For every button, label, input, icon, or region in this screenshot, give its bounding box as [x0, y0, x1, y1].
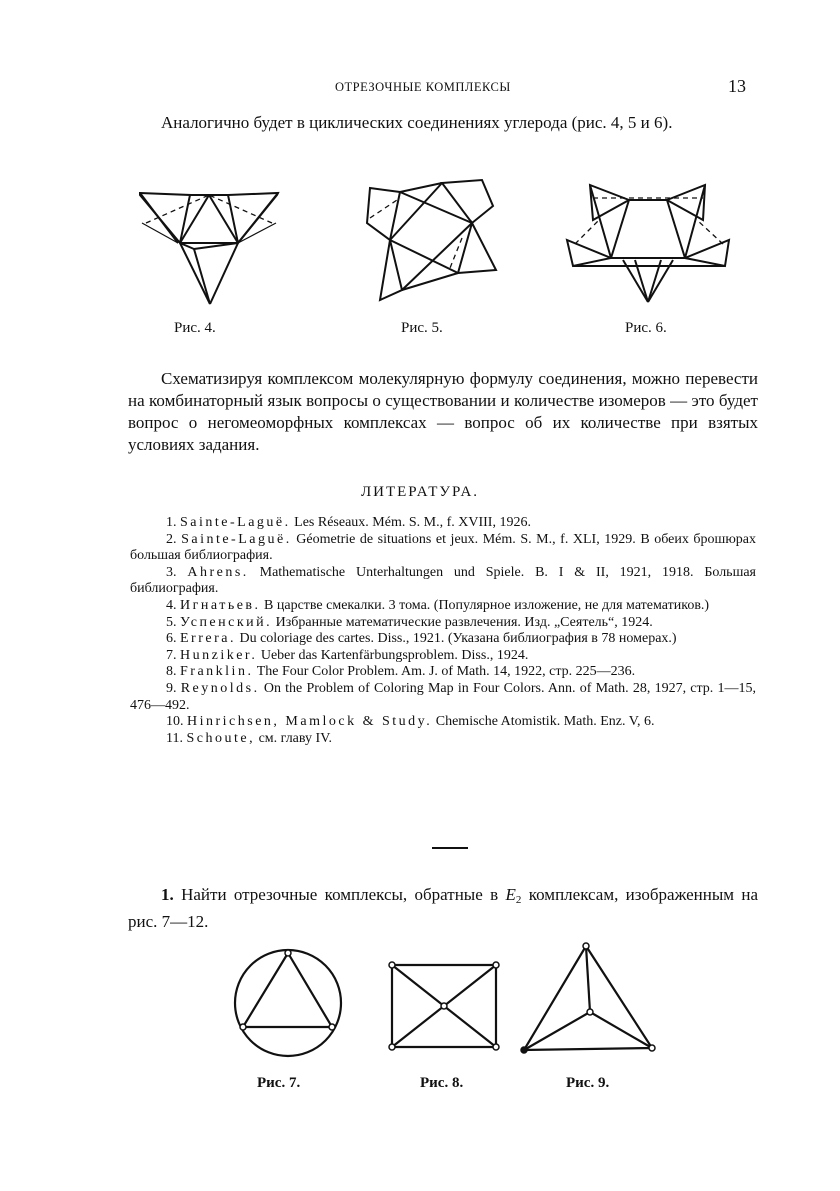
reference-author: Sainte-Laguë. [180, 515, 291, 530]
space-subscript: 2 [515, 894, 522, 906]
exercise-number: 1. [161, 885, 174, 904]
reference-author: Успенский. [180, 614, 273, 630]
reference-list [130, 515, 756, 747]
reference-item: 10. Hinrichsen, Mamlock & Study. Chemische Atomistik. Math. Enz. V, 6. [166, 714, 655, 730]
figure-5 [362, 178, 500, 304]
reference-author: Hinrichsen, Mamlock & Study. [187, 714, 433, 730]
reference-author: Ahrens. [187, 564, 249, 580]
reference-item: 11. Schoute, см. главу IV. [166, 730, 332, 746]
figure-9 [518, 940, 658, 1058]
intro-paragraph: Аналогично будет в циклических соединениях углерода (рис. 4, 5 и 6). [161, 113, 673, 132]
figure-8-caption: Рис. 8. [420, 1075, 464, 1091]
space-symbol: E [505, 885, 516, 904]
figure-4-caption: Рис. 4. [174, 320, 216, 336]
reference-author: Schoute, [186, 730, 256, 746]
figure-5-caption: Рис. 5. [401, 320, 443, 336]
reference-author: Игнатьев. [180, 597, 261, 613]
reference-item: 6. Errera. Du coloriage des cartes. Diss., 1921. (Указана библиография в 78 номерах.) [166, 631, 677, 647]
reference-item: 4. Игнатьев. В царстве смекалки. 3 тома. (Популярное изложение, не для математиков.) [166, 597, 710, 613]
running-title: ОТРЕЗОЧНЫЕ КОМПЛЕКСЫ [335, 80, 511, 94]
figure-6 [565, 180, 733, 308]
reference-item: 3. Ahrens. Mathematische Unterhaltungen und Spiele. B. I & II, 1921, 1918. Большая библиография. [130, 564, 756, 597]
reference-author: Hunziker. [180, 647, 258, 663]
figure-8 [382, 959, 504, 1057]
figure-7 [232, 947, 344, 1059]
reference-author: Errera. [180, 631, 236, 647]
reference-item: 8. Franklin. The Four Color Problem. Am. J. of Math. 14, 1922, стр. 225—236. [166, 664, 636, 680]
reference-item: 7. Hunziker. Ueber das Kartenfärbungsproblem. Diss., 1924. [166, 647, 529, 663]
reference-item: 9. Reynolds. On the Problem of Coloring Map in Four Colors. Ann. of Math. 28, 1927, стр. 1—15, 476—492. [130, 680, 757, 713]
figure-6-caption: Рис. 6. [625, 320, 667, 336]
body-paragraph: Схематизируя комплексом молекулярную формулу соединения, можно перевести на комбинаторный язык вопросы о существовании и количестве изомеров — это будет вопрос о негомеоморфных комплексах — вопрос об их количестве при взятых условиях задания. [128, 369, 758, 454]
reference-item: 2. Sainte-Laguë. Géometrie de situations et jeux. Mém. S. M., f. XLI, 1929. В обеих брошюрах большая библиография. [130, 531, 757, 564]
reference-item: 1. Sainte-Laguë. Les Réseaux. Mém. S. M., f. XVIII, 1926. [166, 515, 531, 530]
page-number: 13 [728, 76, 746, 96]
reference-item: 5. Успенский. Избранные математические развлечения. Изд. „Сеятель“, 1924. [166, 614, 653, 630]
figure-4 [138, 183, 280, 308]
exercise-paragraph: 1. Найти отрезочные комплексы, обратные в $E_2$ комплексам, изображенным на рис. 7—12. [128, 885, 759, 931]
figure-7-caption: Рис. 7. [257, 1075, 301, 1091]
reference-author: Reynolds. [180, 680, 260, 696]
reference-author: Franklin. [180, 664, 254, 680]
literature-heading: ЛИТЕРАТУРА. [360, 484, 480, 500]
reference-author: Sainte-Laguë. [181, 531, 292, 547]
figure-9-caption: Рис. 9. [566, 1075, 610, 1091]
section-divider [432, 847, 468, 849]
